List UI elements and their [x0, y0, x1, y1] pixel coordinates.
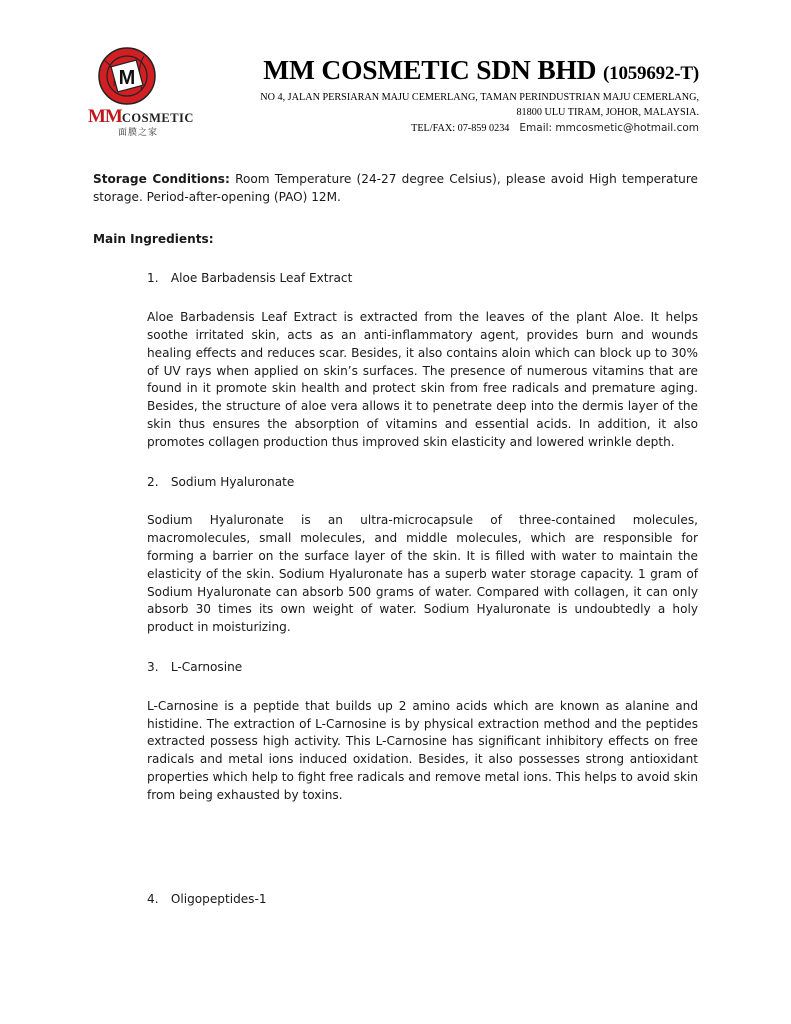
logo-brand-big: MM: [88, 106, 122, 127]
ingredient-title: [147, 270, 698, 288]
ingredient-title: [147, 891, 698, 909]
ingredient-title: [147, 474, 698, 492]
ingredient-name: Sodium Hyaluronate: [170, 474, 295, 489]
logo-brand-small: COSMETIC: [121, 111, 194, 125]
company-header: [260, 54, 699, 137]
ingredient-name: L-Carnosine: [170, 659, 243, 674]
storage-label: Storage Conditions:: [93, 172, 230, 186]
document-content: [93, 171, 698, 908]
ingredient-number: 4.: [147, 891, 159, 906]
ingredient-title: [147, 659, 698, 677]
company-logo: [88, 46, 194, 138]
main-ingredients-heading: Main Ingredients:: [93, 231, 214, 246]
logo-letter: M: [118, 67, 136, 89]
telfax: TEL/FAX: 07-859 0234: [411, 123, 510, 134]
ingredient-name: Oligopeptides-1: [170, 891, 267, 906]
ingredient-description: L-Carnosine is a peptide that builds up 2 amino acids which are known as alanine and histidine. The extraction of L-Carnosine is by physical extraction method and the peptides extracted possess high activity. This L-Carnosine has significant inhibitory effects on free radicals and metal ions induced oxidation. Besides, it also possesses strong antioxidant properties which help to fight free radicals and remove metal ions. This helps to avoid skin from being exhausted by toxins.: [147, 698, 698, 802]
ingredient-number: 1.: [147, 271, 159, 286]
company-name-line: [260, 54, 699, 90]
company-name: MM COSMETIC SDN BHD: [263, 54, 597, 85]
address-line-2: 81800 ULU TIRAM, JOHOR, MALAYSIA.: [516, 107, 699, 118]
ingredient-number: 3.: [147, 659, 159, 674]
storage-text: Room Temperature (24-27 degree Celsius), please avoid High temperature storage. Period-after-opening (PAO) 12M.: [93, 172, 698, 204]
mm-cosmetic-logo-icon: [96, 46, 158, 106]
ingredient-number: 2.: [147, 474, 159, 489]
ingredient-description: Aloe Barbadensis Leaf Extract is extracted from the leaves of the plant Aloe. It helps soothe irritated skin, acts as an anti-inflammatory agent, provides burn and wounds healing effects and reduces scar. Besides, it also contains aloin which can block up to 30% of UV rays when applied on skin’s surfaces. The presence of numerous vitamins that are found in it promote skin health and protect skin from free radicals and premature aging. Besides, the structure of aloe vera allows it to penetrate deep into the dermis layer of the skin thus ensures the absorption of vitamins and essential acids. In addition, it also promotes collagen production thus improved skin elasticity and lowered wrinkle depth.: [147, 310, 698, 449]
ingredient-description: Sodium Hyaluronate is an ultra-microcapsule of three-contained molecules, macromolecules, small molecules, and middle molecules, which are responsible for forming a barrier on the surface layer of the skin. It is filled with water to maintain the elasticity of the skin. Sodium Hyaluronate has a superb water storage capacity. 1 gram of Sodium Hyaluronate can absorb 500 grams of water. Compared with collagen, it can only absorb 30 times its own weight of water. Sodium Hyaluronate is undoubtedly a holy product in moisturizing.: [147, 513, 698, 635]
contact-line: [260, 120, 699, 137]
ingredient-name: Aloe Barbadensis Leaf Extract: [170, 271, 353, 286]
email: Email: mmcosmetic@hotmail.com: [519, 122, 699, 134]
storage-conditions: [93, 171, 698, 207]
company-registration: (1059692-T): [603, 63, 699, 84]
address-line-1: NO 4, JALAN PERSIARAN MAJU CEMERLANG, TAMAN PERINDUSTRIAN MAJU CEMERLANG,: [260, 92, 699, 103]
logo-chinese-text: 面膜之家: [117, 128, 158, 138]
